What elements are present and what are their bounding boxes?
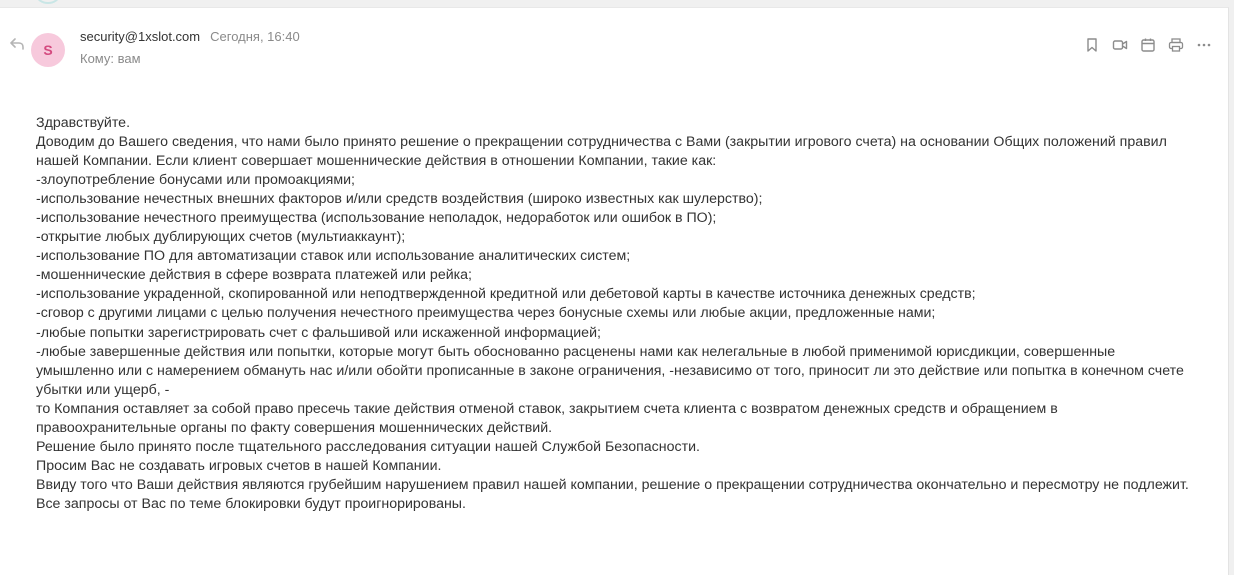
- body-line: -сговор с другими лицами с целью получения нечестного преимущества через бонусные схемы или любые акции, предложенные нами;: [36, 305, 936, 322]
- message-body: [36, 114, 1196, 514]
- recipient-line: Кому: вам: [80, 51, 141, 66]
- body-line: -злоупотребление бонусами или промоакциями;: [36, 172, 355, 189]
- reply-arrow-icon[interactable]: [10, 37, 24, 49]
- body-line: Ввиду того что Ваши действия являются грубейшим нарушением правил нашей компании, решение о прекращении сотрудничества окончательно и пересмотру не подлежит.: [36, 476, 1189, 493]
- sender-line: [80, 29, 300, 44]
- body-line: то Компания оставляет за собой право пресечь такие действия отменой ставок, закрытием счета клиента с возвратом денежных средств и обращением в правоохранительные органы по факту совершения мошеннических действий.: [36, 400, 1058, 436]
- body-line: -использование ПО для автоматизации ставок или использование аналитических систем;: [36, 248, 631, 265]
- video-icon[interactable]: [1111, 36, 1129, 54]
- message-time: Сегодня, 16:40: [210, 29, 300, 44]
- body-line: -любые завершенные действия или попытки, которые могут быть обоснованно расценены нами как нелегальные в любой применимой юрисдикции, совершенные умышленно или с намерением обмануть нас и/или обойти прописанные в законе ограничения, -независимо от того, приносит ли это действие или попытка в конечном счете убытки или ущерб, -: [36, 343, 1184, 398]
- body-line: -использование нечестных внешних факторов и/или средств воздействия (широко известных как шулерство);: [36, 191, 763, 208]
- more-icon[interactable]: [1195, 36, 1213, 54]
- partial-avatar-ring: [36, 0, 60, 4]
- sender-address[interactable]: security@1xslot.com: [80, 29, 201, 44]
- body-line: Здравствуйте.: [36, 115, 131, 131]
- body-line: -любые попытки зарегистрировать счет с фальшивой или искаженной информацией;: [36, 324, 601, 341]
- body-line: -мошеннические действия в сфере возврата платежей или рейка;: [36, 267, 472, 284]
- body-line: Доводим до Вашего сведения, что нами было принято решение о прекращении сотрудничества с Вами (закрытии игрового счета) на основании Общих положений правил нашей Компании. Если клиент совершает мошеннические действия в отношении Компании, такие как:: [36, 134, 1167, 170]
- body-line: Просим Вас не создавать игровых счетов в нашей Компании.: [36, 457, 442, 474]
- calendar-icon[interactable]: [1139, 36, 1157, 54]
- avatar-letter: S: [43, 42, 53, 58]
- body-line: Решение было принято после тщательного расследования ситуации нашей Службой Безопасности.: [36, 438, 700, 455]
- message-toolbar: [1083, 36, 1213, 54]
- sender-avatar[interactable]: [31, 33, 65, 67]
- print-icon[interactable]: [1167, 36, 1185, 54]
- email-message-card: [0, 7, 1229, 575]
- bookmark-icon[interactable]: [1083, 36, 1101, 54]
- body-line: -использование украденной, скопированной или неподтвержденной кредитной или дебетовой карты в качестве источника денежных средств;: [36, 286, 976, 303]
- body-line: Все запросы от Вас по теме блокировки будут проигнорированы.: [36, 495, 466, 512]
- body-line: -использование нечестного преимущества (использование неполадок, недоработок или ошибок в ПО);: [36, 210, 717, 227]
- top-strip: [0, 0, 1234, 7]
- body-line: -открытие любых дублирующих счетов (мультиаккаунт);: [36, 229, 406, 246]
